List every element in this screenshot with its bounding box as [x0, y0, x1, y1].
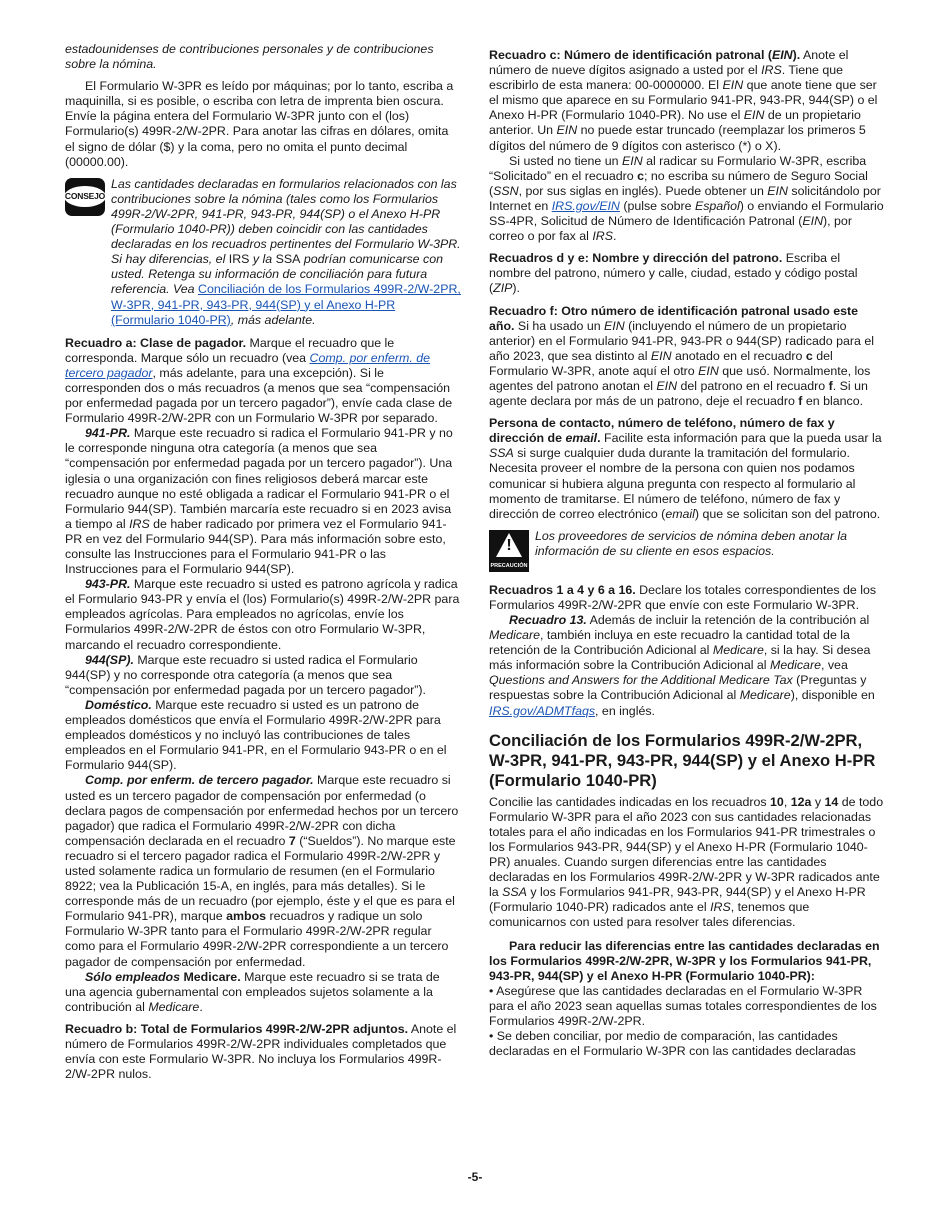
box-c-text: Anote el número de nueve dígitos asignado a usted por el — [489, 48, 849, 78]
box-c-text-4: de un propietario anterior. Un — [489, 108, 861, 138]
bullet-item: • Asegúrese que las cantidades declaradas en el Formulario W-3PR para el año 2023 sean aquellas sumas totales correspondientes de los Formularios 499R-2/W-2PR. — [489, 983, 877, 1028]
caution-icon — [489, 530, 529, 572]
box-f-ein: EIN — [604, 318, 625, 333]
box-f-text-4: del Formulario W-3PR, anote aquí el otro — [489, 348, 833, 378]
no-ein-ssn: SSN — [493, 183, 519, 198]
reconciliation-paragraph — [489, 795, 885, 931]
recon-text: Concilie las cantidades indicadas en los recuadros — [489, 794, 771, 809]
recon-ssa: SSA — [502, 885, 527, 900]
no-ein-text-2: al radicar su Formulario W-3PR, escriba “Solicitado” en el recuadro — [489, 153, 867, 183]
contact-text: Facilite esta información para que la pueda usar la — [600, 431, 882, 446]
box-f-heading: Recuadro f: Otro número de identificación patronal usado este año. — [489, 303, 859, 333]
no-ein-irs: IRS — [592, 229, 613, 244]
no-ein-text-4: , por sus siglas en inglés). Puede obtener un — [518, 183, 768, 198]
irs-ein-link[interactable]: IRS.gov/EIN — [551, 198, 620, 213]
f944-heading: 944(SP). — [85, 652, 134, 667]
box-13-text-7: , en inglés. — [595, 703, 655, 718]
box-13-medicare: Medicare — [489, 628, 540, 643]
f943-heading: 943-PR. — [85, 577, 131, 592]
f941-text-2: de haber radicado por primera vez el Formulario 941-PR en vez del Formulario 944(SP). Para más información sobre esto, consulte las Instrucciones para el Formulario 941-PR o las Instrucciones para el Formulario 944(SP). — [65, 516, 447, 577]
f944-paragraph — [65, 653, 461, 698]
box-de-text: Escriba el nombre del patrono, número y calle, ciudad, estado y código postal ( — [489, 251, 858, 296]
third-party-box7: 7 — [288, 833, 296, 848]
box-13-medicare-2: Medicare — [712, 643, 764, 658]
box-f-ein-3: EIN — [698, 363, 719, 378]
box-de-paragraph — [489, 251, 885, 296]
third-party-ambos: ambos — [226, 909, 267, 924]
recon-irs: IRS — [710, 900, 731, 915]
box-b-text: Anote el número de Formularios 499R-2/W-2PR individuales completados que envía con este Formulario W-3PR. No incluya los Formularios 499R-2/W-2PR nulos. — [65, 1021, 457, 1082]
no-ein-ein-3: EIN — [802, 214, 824, 229]
reconciliation-heading: Conciliación de los Formularios 499R-2/W-2PR, W-3PR, 941-PR, 943-PR, 944(SP) y el Anexo H-PR (Formulario 1040-PR) — [489, 730, 876, 790]
box-a-heading: Recuadro a: Clase de pagador. — [65, 335, 247, 350]
tip-note — [65, 177, 461, 328]
page-number: -5- — [467, 1170, 483, 1184]
box-c-heading: Recuadro c: Número de identificación patronal ( — [489, 48, 772, 62]
tip-text-c: , más adelante. — [230, 312, 316, 327]
right-column — [489, 48, 885, 1059]
box-13-text-3: , si la hay. Si desea más información sobre la Contribución Adicional al — [489, 643, 871, 673]
third-party-text-2: (“Sueldos”). No marque este recuadro si el tercero pagador radica el Formulario 499R-2/W-2PR y usted solamente radica un formulario de resumen (en el Formulario 8922; vea la Publicación 15-A, en inglés, para más detalles). Si le corresponde más de un recuadro (por ejemplo, éste y el que es para el Formulario 941-PR), marque — [65, 833, 456, 924]
no-ein-text-9: . — [612, 229, 617, 244]
box-c-ein-2: EIN — [722, 78, 744, 93]
bullet-list — [489, 984, 885, 1059]
f941-irs: IRS — [129, 516, 150, 531]
box-c-text-5: no puede estar truncado (reemplazar los primeros 5 dígitos del número de 9 dígitos con asterisco (*) o X). — [489, 123, 866, 153]
contact-heading: Persona de contacto, número de teléfono, número de fax y dirección de — [489, 416, 835, 446]
contact-ssa: SSA — [489, 446, 514, 461]
no-ein-text: Si usted no tiene un — [509, 153, 622, 168]
recon-box14: 14 — [824, 794, 839, 809]
recon-box12a: 12a — [790, 794, 812, 809]
f943-text: Marque este recuadro si usted es patrono agrícola y radica el Formulario 943-PR y envía el (los) Formulario(s) 499R-2/W-2PR para empleados agrícolas. Para empleados no agrícolas, envíe los Formularios 499R-2/W-2PR de éstos con otro Formulario W-3PR, marcando el recuadro correspondiente. — [65, 577, 460, 652]
box-f-f: f — [828, 378, 833, 393]
tip-text-y: y la — [249, 252, 276, 267]
caution-mark: ! — [506, 536, 512, 554]
box-f-ein-2: EIN — [650, 348, 672, 363]
no-ein-text-5: solicitándolo por Internet en — [489, 183, 881, 213]
box-c-text-2: . Tiene que escribirlo de esta manera: 00-0000000. El — [489, 63, 844, 93]
box-c-text-3: que anote tiene que ser el mismo que aparece en su Formulario 941-PR, 943-PR, 944(SP) o el Anexo H-PR (Formulario 1040-PR). No use el — [489, 78, 878, 123]
f941-paragraph — [65, 426, 461, 577]
box-c-heading-end: ). — [792, 48, 801, 62]
box-a-text: Marque el recuadro que le corresponda. Marque sólo un recuadro (vea — [65, 335, 395, 365]
third-party-sick-pay-link[interactable]: Comp. por enferm. de tercero pagador — [65, 350, 431, 380]
recon-text-2: , — [783, 794, 791, 809]
box-13-title: Questions and Answers for the Additional Medicare Tax — [489, 673, 793, 688]
recon-text-6: , tenemos que comunicarnos con usted para resolver tales diferencias. — [489, 900, 810, 930]
tip-text-b: podrían comunicarse con usted. Retenga su información de conciliación para futura referencia. Vea — [111, 252, 443, 297]
no-ein-box-c: c — [637, 168, 644, 183]
contact-text-2: si surge cualquier duda durante la tramitación del formulario. Necesita proveer el nombre de la persona con quien nos podamos comunicar si hubiera alguna pregunta con respecto al formulario al momento de tramitarse. El número de teléfono, número de fax y dirección de correo electrónico ( — [489, 446, 856, 521]
medicare-only-text-2: . — [199, 999, 203, 1014]
tip-irs: IRS — [228, 252, 250, 267]
box-13-text-5: (Preguntas y respuestas sobre la Contribución Adicional al — [489, 673, 867, 703]
no-ein-espanol: Español — [694, 198, 740, 213]
domestic-text: Marque este recuadro si usted es un patrono de empleados domésticos que envía el Formulario 499R-2/W-2PR para empleados domésticos y no incluyó las contribuciones de tales empleados en el Formulario 941-PR, en el Formulario 943-PR o en el Formulario 944(SP). — [65, 697, 447, 773]
box-f-text-3: anotado en el recuadro — [671, 348, 806, 363]
box-f-f-2: f — [798, 394, 803, 409]
medicare-only-medicare: Medicare — [148, 999, 200, 1014]
boxes-1-16-heading: Recuadros 1 a 4 y 6 a 16. — [489, 582, 636, 597]
no-ein-ein: EIN — [621, 153, 643, 168]
third-party-heading: Comp. por enferm. de tercero pagador. — [85, 773, 314, 788]
box-de-text-2: ). — [512, 281, 520, 296]
contact-heading-end: . — [597, 431, 601, 446]
box-f-text: Si ha usado un — [514, 318, 605, 333]
no-ein-ein-2: EIN — [767, 183, 788, 198]
contact-paragraph — [489, 416, 885, 522]
box-a-text-2: , más adelante, para una excepción). Si le corresponden dos o más recuadros (a menos que sea “compensación por enfermedad pagada por un tercero pagador”), envíe cada clase de Formulario 499R-2/W-2PR con un Formulario W-3PR por separado. — [65, 365, 453, 426]
caution-note — [489, 529, 885, 573]
box-13-text: Además de incluir la retención de la contribución al — [586, 613, 870, 627]
third-party-paragraph — [65, 773, 461, 969]
medicare-only-heading-b: Medicare. — [180, 969, 241, 984]
box-c-ein: EIN — [771, 48, 793, 62]
box-f-paragraph — [489, 304, 885, 410]
reduce-heading — [489, 939, 885, 984]
f944-text: Marque este recuadro si usted radica el Formulario 944(SP) y no corresponde otra categoría (a menos que sea “compensación por enfermedad pagada por un tercero pagador”). — [65, 652, 426, 697]
no-ein-text-7: ) o enviando el Formulario SS-4PR, Solicitud de Número de Identificación Patronal ( — [489, 198, 884, 229]
box-b-paragraph — [65, 1022, 461, 1082]
no-ein-text-3: ; no escriba su número de Seguro Social ( — [489, 168, 868, 198]
bullet-item: • Se deben conciliar, por medio de comparación, las cantidades declaradas en el Formulario W-3PR con las cantidades declaradas — [489, 1029, 856, 1059]
f941-text: Marque este recuadro si radica el Formulario 941-PR y no le corresponde ninguna otra categoría (a menos que sea “compensación por enfermedad pagada por un tercero pagador”). Una iglesia o una organización con fines religiosos deberá marcar este recuadro aunque no esté obligada a radicar el Formulario 941-PR o el Formulario 944(SP). También marcaría este recuadro si en 2023 avisa a tiempo al — [65, 426, 453, 531]
no-ein-text-6: (pulse sobre — [619, 198, 695, 213]
box-13-heading: Recuadro 13. — [509, 613, 587, 627]
box-13-text-4: , vea — [820, 658, 848, 673]
bullet-2-text: Se deben conciliar, por medio de comparación, las cantidades declaradas en el Formulario W-3PR con las cantidades declaradas — [489, 1029, 856, 1059]
boxes-1-16-text: Declare los totales correspondientes de los Formularios 499R-2/W-2PR que envíe con este Formulario W-3PR. — [489, 582, 877, 612]
box-b-heading: Recuadro b: Total de Formularios 499R-2/W-2PR adjuntos. — [65, 1021, 409, 1036]
caution-label: PRECAUCIÓN — [490, 562, 528, 569]
no-ein-paragraph — [489, 154, 885, 245]
box-c-paragraph — [489, 48, 885, 154]
box-f-text-7: . Si un agente declara por más de un patrono, deje el recuadro — [489, 378, 868, 409]
caution-text: Los proveedores de servicios de nómina deben anotar la información de su cliente en esos espacios. — [535, 528, 848, 558]
recon-text-5: y los Formularios 941-PR, 943-PR, 944(SP) y el Anexo H-PR (Formulario 1040-PR) radicados ante el — [489, 885, 866, 915]
no-ein-text-8: ), por correo o por fax al — [489, 214, 852, 244]
box-f-ein-4: EIN — [656, 378, 678, 393]
contact-text-3: ) que se solicitan son del patrono. — [694, 506, 881, 521]
recon-text-4: de todo Formulario W-3PR para el año 2023 con sus cantidades relacionadas totales para el año indicadas en los Formularios 941-PR trimestrales o los Formularios 943-PR, 944(SP) y el Anexo H-PR (Formulario 1040-PR) anuales. Cuando surgen diferencias entre las cantidades declaradas en los Formularios 499R-2/W-2PR y W-3PR radicados ante la — [489, 794, 884, 900]
box-f-text-2: (incluyendo el número de un propietario anterior) en el Formulario 941-PR, 943-PR o 944(SP) radicado para el año 2023, que sea distinto al — [489, 318, 874, 363]
intro-line: estadounidenses de contribuciones personales y de contribuciones sobre la nómina. — [65, 42, 434, 72]
tip-ssa: SSA — [275, 252, 301, 267]
box-c-ein-4: EIN — [556, 123, 578, 138]
consejo-label: CONSEJO — [64, 186, 106, 207]
recon-box10: 10 — [770, 794, 784, 809]
tip-text: Las cantidades declaradas en formularios relacionados con las contribuciones sobre la nómina (tales como los Formularios 499R-2/W-2PR, 941-PR, 943-PR, 944(SP) o el Anexo H-PR (Formulario 1040-PR)) deben coincidir con las cantidades declaradas en los recuadros pertinentes del Formulario W-3PR. Si hay diferencias, el — [111, 176, 461, 267]
box-13-text-6: ), disponible en — [790, 688, 875, 703]
reconciliation-link[interactable]: Conciliación de los Formularios 499R-2/W-2PR, W-3PR, 941-PR, 943-PR, 944(SP) y el Anexo H-PR (Formulario 1040-PR) — [111, 282, 461, 327]
left-column — [65, 42, 461, 1089]
box-13-text-2: , también incluya en este recuadro la cantidad total de la retención de la Contribución Adicional al — [489, 628, 850, 658]
f941-heading: 941-PR. — [85, 426, 131, 441]
box-c-irs: IRS — [761, 63, 782, 78]
box-f-text-6: del patrono en el recuadro — [677, 378, 829, 393]
medicare-only-paragraph — [65, 970, 461, 1015]
box-13-medicare-4: Medicare — [739, 688, 791, 703]
box-f-text-5: que usó. Normalmente, los agentes del patrono anotan el — [489, 363, 871, 393]
box-f-text-8: en blanco. — [802, 394, 864, 409]
box-f-c: c — [805, 348, 813, 363]
consejo-icon — [65, 178, 105, 216]
admt-faqs-link[interactable]: IRS.gov/ADMTfaqs — [489, 703, 596, 718]
domestic-paragraph — [65, 698, 461, 773]
bullet-1-text: Asegúrese que las cantidades declaradas en el Formulario W-3PR para el año 2023 sean aquellas sumas totales correspondientes de los Formularios 499R-2/W-2PR. — [489, 983, 877, 1028]
medicare-only-text: Marque este recuadro si se trata de una agencia gubernamental con empleados sujetos solamente a la contribución al — [65, 969, 440, 1014]
box-13-paragraph — [489, 613, 885, 719]
medicare-only-heading: Sólo empleados — [85, 969, 181, 984]
box-13-medicare-3: Medicare — [770, 658, 821, 673]
f943-paragraph — [65, 577, 461, 652]
box-a-paragraph — [65, 336, 461, 427]
box-c-ein-3: EIN — [743, 108, 765, 123]
paragraph-machine-read: El Formulario W-3PR es leído por máquinas; por lo tanto, escriba a maquinilla, si es posible, o escriba con letra de imprenta bien oscura. Envíe la página entera del Formulario W-3PR junto con el (los) Formulario(s) 499R-2/W-2PR. Para anotar las cifras en dólares, omita el signo de dólar ($) y la coma, pero no omita el punto decimal (00000.00). — [65, 79, 454, 169]
domestic-heading: Doméstico. — [85, 697, 152, 712]
third-party-text-3: recuadros y radique un solo Formulario W-3PR tanto para el Formulario 499R-2/W-2PR regular como para el Formulario 499R-2/W-2PR correspondiente a un tercero pagador de compensación por enfermedad. — [65, 909, 449, 969]
reduce-heading-text: Para reducir las diferencias entre las cantidades declaradas en los Formularios 499R-2/W-2PR, W-3PR y los Formularios 941-PR, 943-PR, 944(SP) y el Anexo H-PR (Formulario 1040-PR): — [489, 938, 880, 983]
third-party-text: Marque este recuadro si usted es un tercero pagador de compensación por enfermedad (o declara pagos de compensación por enfermedad hechos por un tercero pagador) que radica el Formulario 499R-2/W-2PR con dicha compensación declarada en el recuadro — [65, 773, 459, 848]
box-de-zip: ZIP — [493, 281, 513, 296]
contact-email-2: email — [665, 506, 695, 521]
box-de-heading: Recuadros d y e: Nombre y dirección del patrono. — [489, 251, 783, 266]
contact-email: email — [565, 431, 598, 446]
recon-text-3: y — [811, 794, 825, 809]
boxes-1-16-paragraph — [489, 583, 885, 613]
